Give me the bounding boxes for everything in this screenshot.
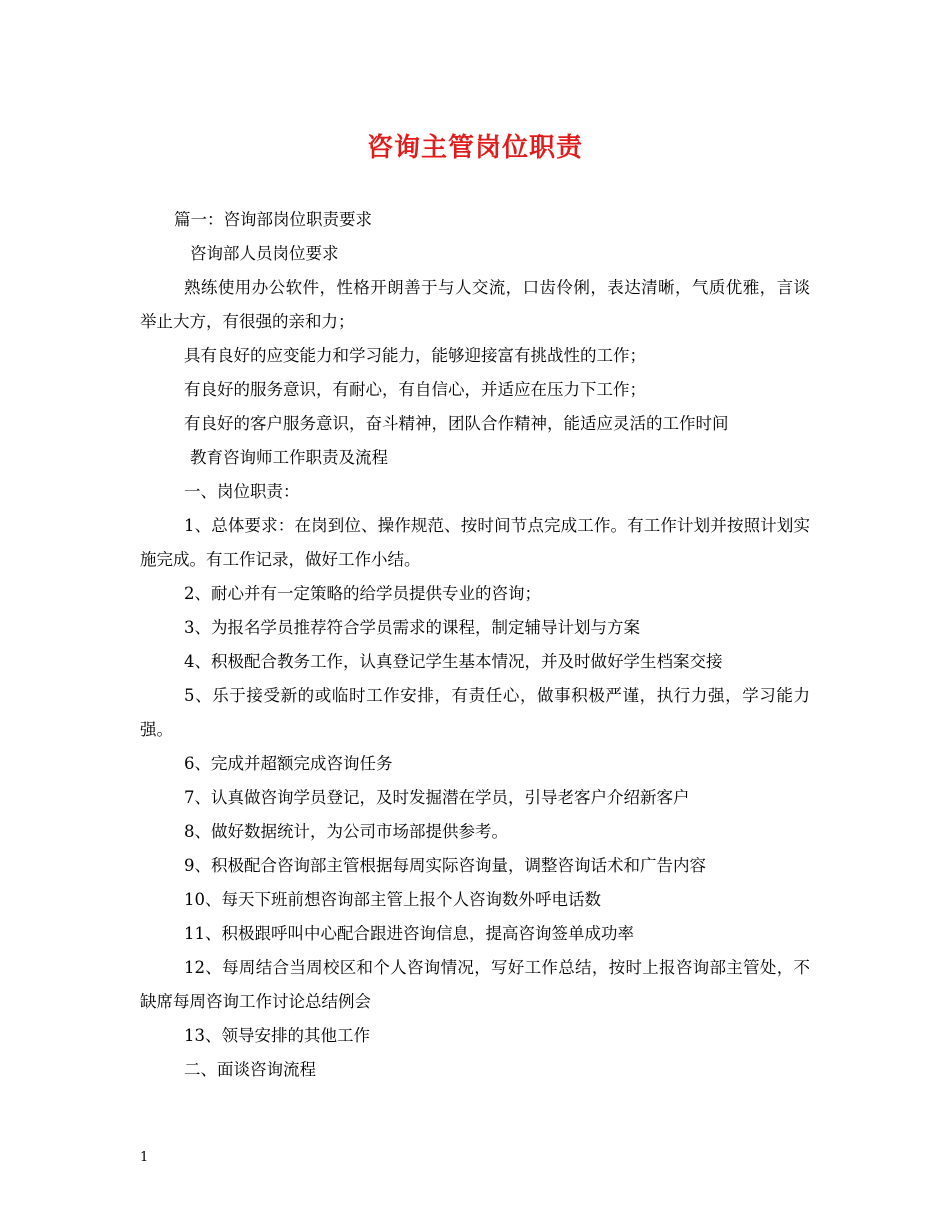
paragraph-requirement-4: 有良好的客户服务意识，奋斗精神，团队合作精神，能适应灵活的工作时间 — [184, 414, 729, 433]
paragraph-duty-4: 4、积极配合教务工作，认真登记学生基本情况，并及时做好学生档案交接 — [184, 652, 723, 671]
paragraph-duty-11: 11、积极跟呼叫中心配合跟进咨询信息，提高咨询签单成功率 — [184, 924, 634, 943]
document-body — [140, 203, 810, 1087]
paragraph-duty-7: 7、认真做咨询学员登记，及时发掘潜在学员，引导老客户介绍新客户 — [184, 788, 690, 807]
paragraph-subheading-requirements: 咨询部人员岗位要求 — [190, 244, 339, 263]
paragraph-duty-8: 8、做好数据统计，为公司市场部提供参考。 — [184, 822, 508, 841]
paragraph-subheading-duties: 教育咨询师工作职责及流程 — [190, 448, 388, 467]
paragraph-duty-1: 1、总体要求：在岗到位、操作规范、按时间节点完成工作。有工作计划并按照计划实施完成。有工作记录，做好工作小结。 — [140, 516, 810, 569]
paragraph-process-heading: 二、面谈咨询流程 — [184, 1060, 316, 1079]
paragraph-duty-13: 13、领导安排的其他工作 — [184, 1026, 370, 1045]
paragraph-duty-9: 9、积极配合咨询部主管根据每周实际咨询量，调整咨询话术和广告内容 — [184, 856, 706, 875]
page-number: 1 — [140, 1150, 149, 1165]
paragraph-requirement-1: 熟练使用办公软件，性格开朗善于与人交流，口齿伶俐，表达清晰，气质优雅，言谈举止大方，有很强的亲和力； — [140, 278, 810, 331]
paragraph-duty-5: 5、乐于接受新的或临时工作安排，有责任心，做事积极严谨，执行力强，学习能力强。 — [140, 686, 810, 739]
paragraph-duty-3: 3、为报名学员推荐符合学员需求的课程，制定辅导计划与方案 — [184, 618, 640, 637]
paragraph-duty-2: 2、耐心并有一定策略的给学员提供专业的咨询； — [184, 584, 541, 603]
paragraph-section-heading: 篇一：咨询部岗位职责要求 — [174, 210, 372, 229]
paragraph-duty-10: 10、每天下班前想咨询部主管上报个人咨询数外呼电话数 — [184, 890, 601, 909]
paragraph-requirement-3: 有良好的服务意识，有耐心，有自信心，并适应在压力下工作； — [184, 380, 646, 399]
document-title: 咨询主管岗位职责 — [366, 133, 583, 163]
paragraph-duties-heading: 一、岗位职责： — [184, 482, 300, 501]
paragraph-requirement-2: 具有良好的应变能力和学习能力，能够迎接富有挑战性的工作； — [184, 346, 646, 365]
paragraph-duty-6: 6、完成并超额完成咨询任务 — [184, 754, 393, 773]
paragraph-duty-12: 12、每周结合当周校区和个人咨询情况，写好工作总结，按时上报咨询部主管处，不缺席每周咨询工作讨论总结例会 — [140, 958, 810, 1011]
